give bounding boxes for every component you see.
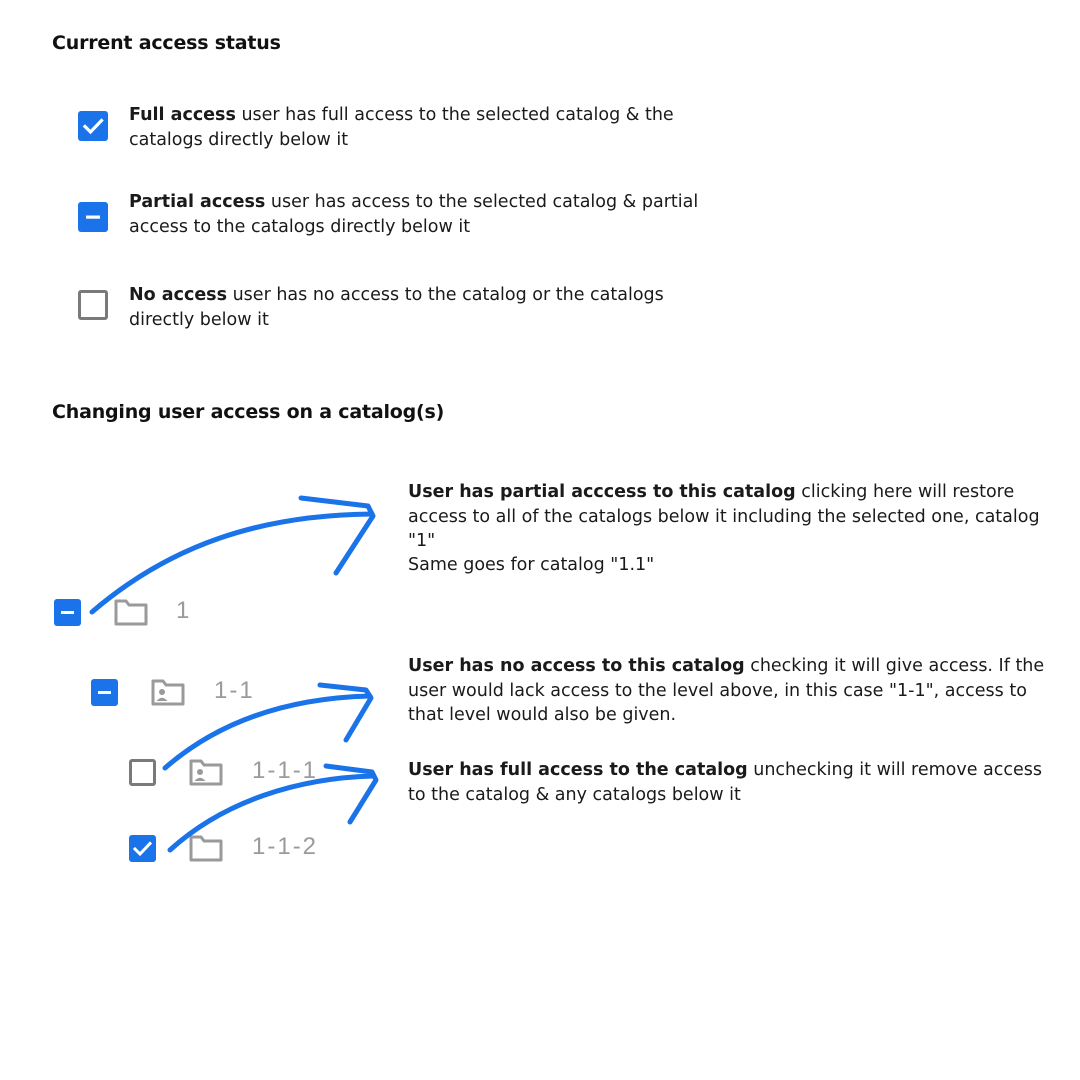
minus-icon [91, 679, 118, 706]
changing-user-access-heading: Changing user access on a catalog(s) [52, 401, 445, 423]
folder-icon [188, 833, 224, 863]
no-access-checkbox [78, 290, 108, 320]
checkmark-icon [78, 111, 108, 141]
no-access-note-title: User has no access to this catalog [408, 656, 745, 676]
no-access-description [129, 283, 709, 332]
no-access-note-text: checking it will give access. If the user would lack access to the level above, in this case "1-1", access to that level would also be given. [408, 656, 1045, 725]
catalog-1-label[interactable]: 1 [176, 597, 192, 624]
catalog-1-1-checkbox[interactable] [91, 679, 118, 706]
minus-icon [78, 202, 108, 232]
minus-icon [54, 599, 81, 626]
full-access-note-text: unchecking it will remove access to the catalog & any catalogs below it [408, 760, 1043, 805]
partial-access-note-title: User has partial acccess to this catalog [408, 482, 796, 502]
shared-folder-icon [150, 677, 186, 707]
partial-access-note [408, 480, 1048, 554]
no-access-text: user has no access to the catalog or the catalogs directly below it [129, 285, 664, 330]
catalog-1-1-1-label[interactable]: 1-1-1 [252, 757, 319, 784]
full-access-checkbox [78, 111, 108, 141]
current-access-status-heading: Current access status [52, 32, 281, 54]
full-access-note [408, 758, 1048, 807]
partial-access-description [129, 190, 729, 239]
catalog-1-1-2-checkbox[interactable] [129, 835, 156, 862]
arrow-icon [92, 498, 373, 612]
shared-folder-icon [188, 757, 224, 787]
catalog-1-1-2-label[interactable]: 1-1-2 [252, 833, 319, 860]
partial-access-note-extra: Same goes for catalog "1.1" [408, 555, 655, 575]
no-access-note [408, 654, 1048, 728]
full-access-text: user has full access to the selected catalog & the catalogs directly below it [129, 105, 674, 150]
no-access-label: No access [129, 285, 228, 305]
partial-access-text: user has access to the selected catalog & partial access to the catalogs directly below it [129, 192, 699, 237]
partial-access-label: Partial access [129, 192, 266, 212]
catalog-1-checkbox[interactable] [54, 599, 81, 626]
arrow-icon [165, 685, 371, 768]
full-access-note-title: User has full access to the catalog [408, 760, 748, 780]
catalog-1-1-label[interactable]: 1-1 [214, 677, 255, 704]
checkmark-icon [129, 835, 156, 862]
full-access-description [129, 103, 729, 152]
partial-access-checkbox [78, 202, 108, 232]
full-access-label: Full access [129, 105, 236, 125]
folder-icon [113, 597, 149, 627]
catalog-1-1-1-checkbox[interactable] [129, 759, 156, 786]
partial-access-note-text: clicking here will restore access to all of the catalogs below it including the selected one, catalog "1" [408, 482, 1040, 551]
